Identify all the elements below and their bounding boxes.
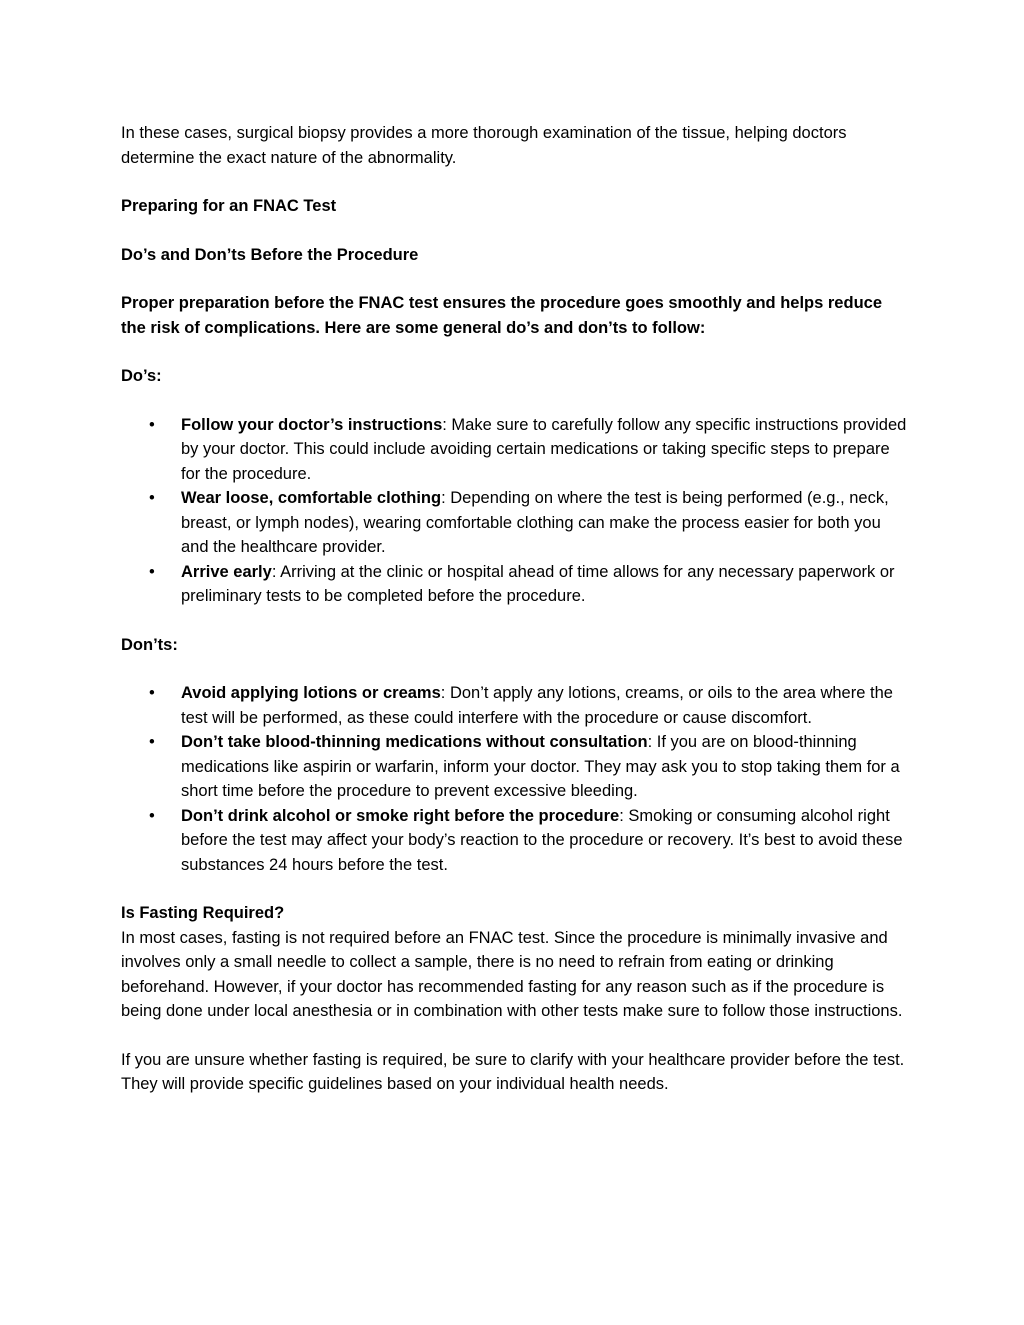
list-item xyxy=(121,560,911,609)
dos-list xyxy=(121,413,911,609)
bullet-icon: • xyxy=(149,806,155,825)
list-item xyxy=(121,730,911,804)
fasting-heading: Is Fasting Required? xyxy=(121,904,285,922)
bullet-icon: • xyxy=(149,684,155,702)
bold-intro-paragraph: Proper preparation before the FNAC test ensures the procedure goes smoothly and helps reduce the risk of complications. Here are some general do’s and don’ts to follow: xyxy=(121,294,882,337)
intro-paragraph: In these cases, surgical biopsy provides a more thorough examination of the tissue, helping doctors determine the exact nature of the abnormality. xyxy=(121,124,847,167)
bullet-icon: • xyxy=(149,733,155,751)
list-item xyxy=(121,681,911,730)
bullet-icon: • xyxy=(149,489,155,507)
list-item xyxy=(121,486,911,560)
list-item-term: Follow your doctor’s instructions xyxy=(181,415,443,434)
list-item-text: : Arriving at the clinic or hospital ahead of time allows for any necessary paperwork or preliminary tests to be completed before the procedure. xyxy=(181,562,895,605)
bullet-icon: • xyxy=(149,415,155,434)
list-item-text: : Depending on where the test is being performed (e.g., neck, breast, or lymph nodes), wearing comfortable clothing can make the process easier for both you and the healthcare provider. xyxy=(181,489,889,556)
bullet-icon: • xyxy=(149,562,155,581)
fasting-paragraph: In most cases, fasting is not required before an FNAC test. Since the procedure is minimally invasive and involves only a small needle to collect a sample, there is no need to refrain from eating or drinking beforehand. However, if your doctor has recommended fasting for any reason such as if the procedure is being done under local anesthesia or in combination with other tests make sure to follow those instructions. xyxy=(121,928,903,1020)
list-item-term: Arrive early xyxy=(181,562,272,581)
list-item xyxy=(121,804,911,878)
list-item-text: : If you are on blood-thinning medications like aspirin or warfarin, inform your doctor. They may ask you to stop taking them for a short time before the procedure to prevent excessive bleeding. xyxy=(181,733,900,800)
donts-list xyxy=(121,681,911,877)
heading-preparing: Preparing for an FNAC Test xyxy=(121,197,337,215)
list-item-text: : Make sure to carefully follow any specific instructions provided by your doctor. This could include avoiding certain medications or taking specific steps to prepare for the procedure. xyxy=(181,415,907,483)
heading-dos-donts: Do’s and Don’ts Before the Procedure xyxy=(121,245,419,264)
list-item-term: Don’t take blood-thinning medications without consultation xyxy=(181,733,648,751)
list-item-term: Wear loose, comfortable clothing xyxy=(181,489,442,507)
list-item-text: : Don’t apply any lotions, creams, or oils to the area where the test will be performed, as these could interfere with the procedure or cause discomfort. xyxy=(181,684,893,727)
dos-label: Do’s: xyxy=(121,367,162,385)
list-item-term: Avoid applying lotions or creams xyxy=(181,684,441,702)
document-page xyxy=(121,121,911,1121)
final-paragraph: If you are unsure whether fasting is required, be sure to clarify with your healthcare provider before the test. They will provide specific guidelines based on your individual health needs. xyxy=(121,1050,905,1093)
list-item-term: Don’t drink alcohol or smoke right before the procedure xyxy=(181,806,620,825)
list-item xyxy=(121,413,911,487)
list-item-text: : Smoking or consuming alcohol right before the test may affect your body’s reaction to the procedure or recovery. It’s best to avoid these substances 24 hours before the test. xyxy=(181,806,903,874)
donts-label: Don’ts: xyxy=(121,635,178,654)
